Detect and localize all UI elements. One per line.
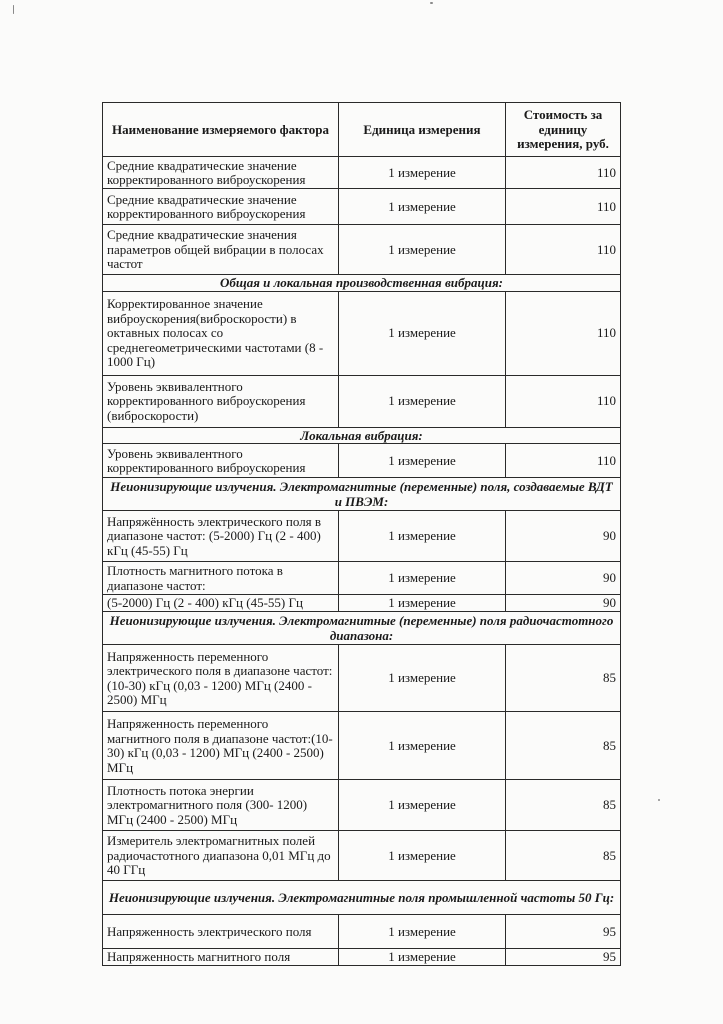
unit-cell: 1 измерение: [339, 291, 506, 375]
unit-cell: 1 измерение: [339, 511, 506, 562]
price-cell: 85: [506, 712, 621, 780]
header-factor-name: Наименование измеряемого фактора: [103, 103, 339, 157]
unit-cell: 1 измерение: [339, 712, 506, 780]
table-row: [103, 595, 621, 612]
factor-name-cell: (5-2000) Гц (2 - 400) кГц (45-55) Гц: [103, 595, 339, 612]
factor-name-cell: Измеритель электромагнитных полей радиочастотного диапазона 0,01 МГц до 40 ГГц: [103, 831, 339, 881]
table-row: [103, 291, 621, 375]
table-row: [103, 444, 621, 478]
factor-name-cell: Средние квадратические значение корректированного виброускорения: [103, 157, 339, 189]
table-row: [103, 375, 621, 427]
table-row: [103, 915, 621, 949]
factor-name-cell: Средние квадратические значения параметров общей вибрации в полосах частот: [103, 225, 339, 275]
unit-cell: 1 измерение: [339, 645, 506, 712]
factor-name-cell: Напряженность переменного магнитного поля в диапазоне частот:(10-30) кГц (0,03 - 1200) МГц (2400 - 2500) МГц: [103, 712, 339, 780]
table-row: [103, 780, 621, 831]
price-cell: 110: [506, 225, 621, 275]
unit-cell: 1 измерение: [339, 189, 506, 225]
unit-cell: 1 измерение: [339, 444, 506, 478]
table-row: [103, 949, 621, 966]
section-header-row: [103, 427, 621, 444]
price-cell: 110: [506, 189, 621, 225]
price-table: [102, 102, 621, 966]
table-header-row: [103, 103, 621, 157]
price-cell: 85: [506, 831, 621, 881]
header-unit: Единица измерения: [339, 103, 506, 157]
price-cell: 110: [506, 444, 621, 478]
table-row: [103, 157, 621, 189]
price-cell: 110: [506, 375, 621, 427]
factor-name-cell: Корректированное значение виброускорения(виброскорости) в октавных полосах со среднегеометрическими частотами (8 - 1000 Гц): [103, 291, 339, 375]
unit-cell: 1 измерение: [339, 595, 506, 612]
factor-name-cell: Плотность магнитного потока в диапазоне частот:: [103, 562, 339, 595]
factor-name-cell: Уровень эквивалентного корректированного виброускорения: [103, 444, 339, 478]
price-cell: 90: [506, 562, 621, 595]
unit-cell: 1 измерение: [339, 562, 506, 595]
table-row: [103, 511, 621, 562]
section-header-row: [103, 478, 621, 511]
section-title: Неионизирующие излучения. Электромагнитные поля промышленной частоты 50 Гц:: [103, 881, 621, 915]
factor-name-cell: Уровень эквивалентного корректированного виброускорения (виброскорости): [103, 375, 339, 427]
unit-cell: 1 измерение: [339, 780, 506, 831]
table-row: [103, 645, 621, 712]
section-title: Общая и локальная производственная вибрация:: [103, 275, 621, 292]
factor-name-cell: Напряженность магнитного поля: [103, 949, 339, 966]
price-cell: 85: [506, 780, 621, 831]
factor-name-cell: Плотность потока энергии электромагнитного поля (300- 1200) МГц (2400 - 2500) МГц: [103, 780, 339, 831]
unit-cell: 1 измерение: [339, 949, 506, 966]
price-cell: 85: [506, 645, 621, 712]
section-header-row: [103, 612, 621, 645]
factor-name-cell: Средние квадратические значение корректированного виброускорения: [103, 189, 339, 225]
section-title: Неионизирующие излучения. Электромагнитные (переменные) поля радиочастотного диапазона:: [103, 612, 621, 645]
price-cell: 90: [506, 511, 621, 562]
unit-cell: 1 измерение: [339, 375, 506, 427]
price-cell: 95: [506, 949, 621, 966]
factor-name-cell: Напряженность электрического поля: [103, 915, 339, 949]
section-header-row: [103, 275, 621, 292]
unit-cell: 1 измерение: [339, 915, 506, 949]
header-price: Стоимость за единицу измерения, руб.: [506, 103, 621, 157]
price-cell: 110: [506, 291, 621, 375]
section-header-row: [103, 881, 621, 915]
table-row: [103, 189, 621, 225]
price-cell: 110: [506, 157, 621, 189]
factor-name-cell: Напряжённость электрического поля в диапазоне частот: (5-2000) Гц (2 - 400) кГц (45-55) Гц: [103, 511, 339, 562]
price-cell: 95: [506, 915, 621, 949]
unit-cell: 1 измерение: [339, 157, 506, 189]
section-title: Локальная вибрация:: [103, 427, 621, 444]
table-row: [103, 712, 621, 780]
unit-cell: 1 измерение: [339, 225, 506, 275]
section-title: Неионизирующие излучения. Электромагнитные (переменные) поля, создаваемые ВДТ и ПВЭМ:: [103, 478, 621, 511]
table-row: [103, 831, 621, 881]
table-row: [103, 562, 621, 595]
factor-name-cell: Напряженность переменного электрического поля в диапазоне частот: (10-30) кГц (0,03 - 1200) МГц (2400 - 2500) МГц: [103, 645, 339, 712]
price-cell: 90: [506, 595, 621, 612]
table-body: [103, 157, 621, 966]
unit-cell: 1 измерение: [339, 831, 506, 881]
table-row: [103, 225, 621, 275]
